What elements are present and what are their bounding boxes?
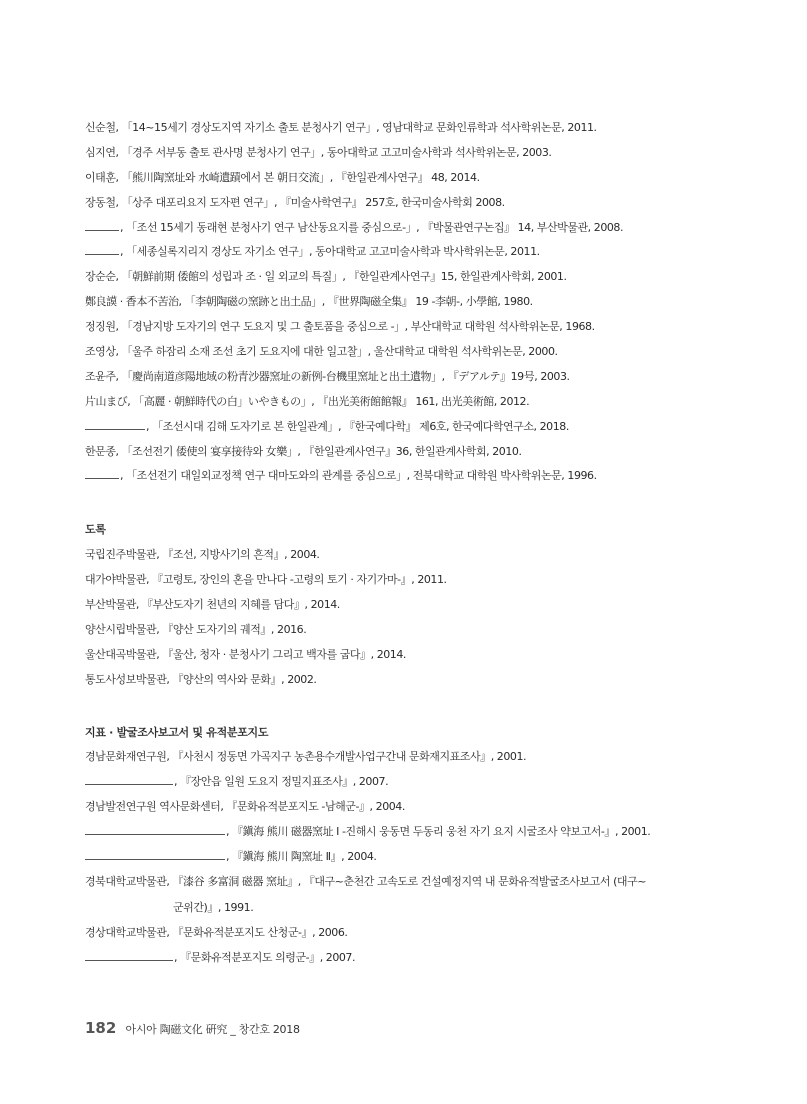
reference-entry: 鄭良謨 · 香本不苦治, 「李朝陶磁の窯跡と出土品」, 『世界陶磁全集』 19 -李朝-, 小學館, 1980. <box>85 295 533 309</box>
report-entry: 경상대학교박물관, 『문화유적분포지도 산청군-』, 2006. <box>85 925 348 939</box>
reference-entry: 한문종, 「조선전기 倭使의 宴享接待와 女樂」, 『한일관계사연구』36, 한일관계사학회, 2010. <box>85 444 522 458</box>
catalog-entry: 부산박물관, 『부산도자기 천년의 지혜를 담다』, 2014. <box>85 598 340 612</box>
ditto-line <box>85 420 145 430</box>
reference-entry: 신순철, 「14~15세기 경상도지역 자기소 출토 분청사기 연구」, 영남대학교 문화인류학과 석사학위논문, 2011. <box>85 121 597 134</box>
ditto-line <box>85 221 119 231</box>
reference-entry: , 「조선시대 김해 도자기로 본 한일관계」, 『한국예다학』 제6호, 한국예다학연구소, 2018. <box>85 419 790 435</box>
page-footer <box>85 1019 300 1037</box>
section-title-catalogs: 도록 <box>85 523 106 537</box>
report-entry: 경남문화재연구원, 『사천시 정동면 가곡지구 농촌용수개발사업구간내 문화재지표조사』, 2001. <box>85 750 527 764</box>
section-title-reports: 지표 · 발굴조사보고서 및 유적분포지도 <box>85 725 269 739</box>
reference-entry: 심지연, 「경주 서부동 출토 관사명 분청사기 연구」, 동아대학교 고고미술사학과 석사학위논문, 2003. <box>85 145 552 159</box>
reference-entry: , 「조선전기 대일외교정책 연구 대마도와의 관계를 중심으로」, 전북대학교 대학원 박사학위논문, 1996. <box>85 468 790 484</box>
reference-entry: , 「세종실록지리지 경상도 자기소 연구」, 동아대학교 고고미술사학과 박사학위논문, 2011. <box>85 244 790 260</box>
reference-entry: 이태훈, 「熊川陶窯址와 水崎遺蹟에서 본 朝日交流」, 『한일관계사연구』 48, 2014. <box>85 170 480 184</box>
report-entry: , 『鎭海 熊川 陶窯址 Ⅱ』, 2004. <box>85 849 790 865</box>
catalog-entry: 대가야박물관, 『고령토, 장인의 혼을 만나다 -고령의 토기 · 자기가마-』, 2011. <box>85 573 447 587</box>
catalog-entry: 국립진주박물관, 『조선, 지방사기의 흔적』, 2004. <box>85 548 320 562</box>
page-number: 182 <box>85 1019 117 1037</box>
report-entry: 경북대학교박물관, 『漆谷 多富洞 磁器 窯址』, 『대구~춘천간 고속도로 건설예정지역 내 문화유적발굴조사보고서 (대구~ 군위간)』, 1991. <box>85 874 647 914</box>
ditto-line <box>85 951 173 961</box>
ditto-line <box>85 850 225 860</box>
bibliography <box>85 120 790 975</box>
reference-entry: 장동철, 「상주 대포리요지 도자편 연구」, 『미술사학연구』 257호, 한국미술사학회 2008. <box>85 195 505 209</box>
reference-entry: 정징원, 「경남지방 도자기의 연구 도요지 및 그 출토품을 중심으로 -」, 부산대학교 대학원 석사학위논문, 1968. <box>85 320 595 334</box>
journal-title: 아시아 陶磁文化 硏究 _ 창간호 2018 <box>125 1023 300 1036</box>
report-entry: , 『장안읍 일원 도요지 정밀지표조사』, 2007. <box>85 774 790 790</box>
reference-entry: 片山まび, 「高麗 · 朝鮮時代の白」いやきもの」, 『出光美術館館報』 161, 出光美術館, 2012. <box>85 394 530 408</box>
report-entry: , 『문화유적분포지도 의령군-』, 2007. <box>85 950 790 966</box>
reference-entry: , 「조선 15세기 동래현 분청사기 연구 남산동요지를 중심으로-」, 『박물관연구논집』 14, 부산박물관, 2008. <box>85 220 790 236</box>
ditto-line <box>85 775 173 785</box>
ditto-line <box>85 469 119 479</box>
catalog-entry: 양산시립박물관, 『양산 도자기의 궤적』, 2016. <box>85 622 307 636</box>
report-entry: , 『鎭海 熊川 磁器窯址 Ⅰ -진해시 웅동면 두동리 웅천 자기 요지 시굴조사 약보고서-』, 2001. <box>85 824 790 840</box>
report-entry: 경남발전연구원 역사문화센터, 『문화유적분포지도 -남해군-』, 2004. <box>85 800 405 814</box>
catalog-entry: 통도사성보박물관, 『양산의 역사와 문화』, 2002. <box>85 672 317 686</box>
reference-entry: 장순순, 「朝鮮前期 倭館의 성립과 조 · 일 외교의 특질」, 『한일관계사연구』15, 한일관계사학회, 2001. <box>85 270 567 284</box>
reference-entry: 조윤주, 「慶尚南道彦陽地域の粉青沙器窯址の新例-台機里窯址と出土遺物」, 『デアルテ』19号, 2003. <box>85 369 570 383</box>
ditto-line <box>85 825 225 835</box>
catalog-entry: 울산대곡박물관, 『울산, 청자 · 분청사기 그리고 백자를 굽다』, 2014. <box>85 647 406 661</box>
ditto-line <box>85 245 119 255</box>
reference-entry: 조영상, 「울주 하잠리 소재 조선 초기 도요지에 대한 일고찰」, 울산대학교 대학원 석사학위논문, 2000. <box>85 345 558 359</box>
